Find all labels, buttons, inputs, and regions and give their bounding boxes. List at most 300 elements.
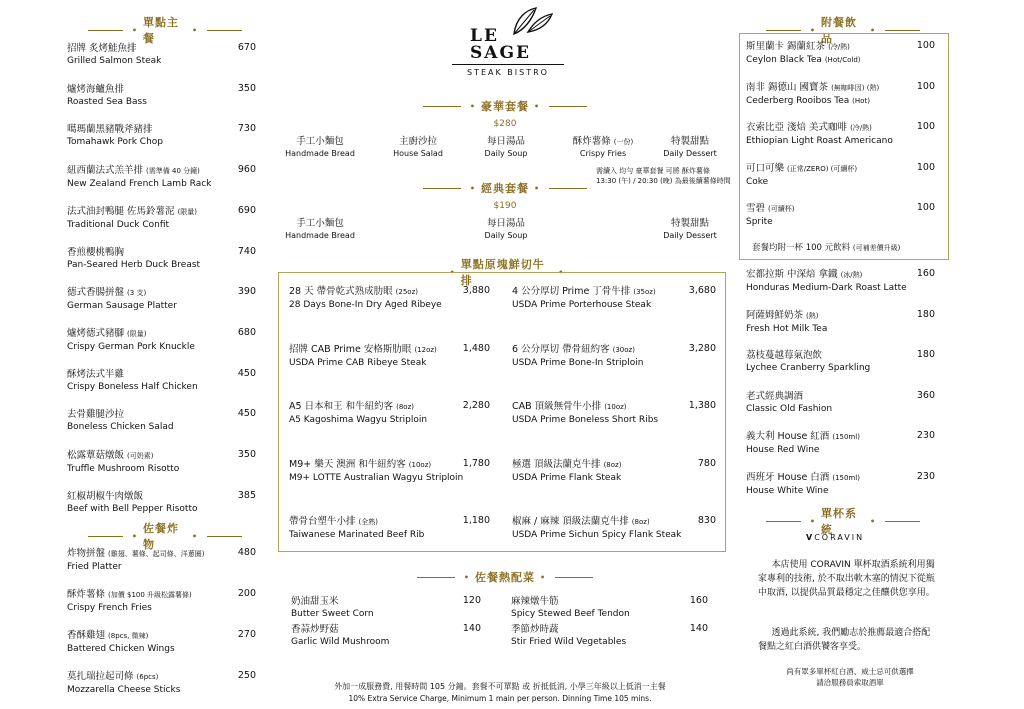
- menu-item: [746, 471, 921, 498]
- coravin-v-icon: V: [806, 533, 815, 542]
- item-price: 2,280: [462, 400, 490, 411]
- item-name-zh-text: 招牌 CAB Prime 安格斯肋眼: [289, 343, 412, 355]
- deluxe-title: 豪華套餐: [481, 100, 529, 113]
- item-name-zh-text: CAB 頂級無骨牛小排: [512, 401, 602, 412]
- item-note: (冷/熱): [850, 124, 872, 132]
- item-name-en-text: Mozzarella Cheese Sticks: [67, 685, 181, 695]
- menu-item: [746, 309, 921, 336]
- set-item-zh-text: 酥炸薯條: [572, 136, 611, 147]
- drinks-note-small: (可補差價升級): [852, 244, 901, 252]
- item-name-en: [67, 219, 237, 232]
- item-name-zh: [289, 458, 469, 472]
- logo-le: LE: [470, 26, 499, 46]
- item-note: (可奶素): [127, 452, 154, 460]
- item-price: 360: [916, 389, 935, 401]
- item-name-zh-text: 阿薩姆鮮奶茶: [746, 309, 804, 321]
- item-name-en: [746, 403, 921, 416]
- item-name-zh-text: 麻辣燉牛筋: [511, 596, 559, 607]
- set-item-zh: [640, 136, 740, 148]
- item-price: 100: [916, 40, 935, 51]
- item-name-en: [67, 684, 242, 697]
- item-name-zh-text: 椒麻 / 麻辣 頂級法蘭克牛排: [512, 516, 629, 527]
- set-item-zh-text: 特製甜點: [670, 136, 709, 147]
- item-name-zh-text: 紐西蘭法式羔羊排: [67, 165, 144, 177]
- item-name-zh: [511, 623, 661, 636]
- item-name-zh: [289, 343, 469, 357]
- menu-item: [511, 623, 661, 649]
- coravin-p4: 請洽服務員索取酒單: [816, 678, 884, 687]
- item-name-en: [746, 323, 921, 336]
- item-name-zh: [511, 595, 661, 608]
- item-note: (加價 $100 升級松露薯條): [108, 591, 192, 599]
- item-name-en-text: Sprite: [746, 217, 773, 227]
- item-name-en: [67, 421, 237, 434]
- item-note: (全熟): [358, 518, 379, 526]
- item-price: 250: [237, 670, 256, 681]
- item-name-zh: [746, 309, 921, 323]
- menu-item: [291, 595, 441, 621]
- item-name-en: [512, 414, 697, 427]
- item-name-zh: [291, 623, 441, 636]
- deluxe-note-2: 13:30 (午) / 20:30 (晚) 為最後續薯條時間: [596, 177, 731, 185]
- item-name-en: [511, 636, 661, 649]
- item-name-zh-text: 香煎櫻桃鴨胸: [67, 246, 125, 258]
- item-name-en: [289, 299, 469, 312]
- item-note: (無咖啡因) (熱): [831, 83, 880, 92]
- item-name-zh-text: 噶瑪蘭黑豬戰斧豬排: [67, 124, 153, 136]
- item-name-en: [67, 602, 242, 615]
- menu-item: [67, 42, 237, 68]
- item-name-zh-text: 香酥雞翅: [67, 630, 106, 641]
- leaf-icon: [506, 4, 556, 38]
- item-name-en: [746, 216, 916, 229]
- item-note: (正常/ZERO) (可續杯): [787, 164, 858, 173]
- item-price: 160: [689, 595, 708, 606]
- item-name-zh: [67, 490, 237, 503]
- item-price: 690: [237, 204, 256, 216]
- steak-title: 單點原塊鮮切牛排: [460, 258, 545, 287]
- item-price: 1,380: [688, 400, 716, 411]
- set-item-en-text: House Salad: [393, 149, 443, 158]
- item-name-en: [67, 55, 237, 68]
- item-name-zh-text: 28 天 帶骨乾式熟成肋眼: [289, 286, 393, 297]
- menu-item: [512, 400, 697, 427]
- menu-item: [746, 121, 916, 148]
- set-item-en-text: Daily Dessert: [663, 149, 717, 158]
- menu-item: [511, 595, 661, 621]
- item-name-en: [67, 341, 237, 354]
- menu-item: [291, 623, 441, 649]
- item-price: 180: [916, 308, 935, 320]
- menu-item: [512, 458, 697, 485]
- item-name-en-text: Crispy German Pork Knuckle: [67, 341, 195, 352]
- item-price: 3,880: [462, 285, 490, 296]
- item-price: 830: [697, 515, 716, 526]
- item-en-note: (Hot): [852, 96, 870, 105]
- set-item-en: [456, 148, 556, 160]
- item-name-en-text: Coke: [746, 176, 769, 187]
- item-note: (冰/熱): [840, 271, 863, 279]
- classic-header: • 經典套餐 •: [410, 180, 600, 196]
- set-item-zh: [553, 136, 653, 148]
- set-item-zh: [456, 136, 556, 148]
- drinks-header: • 附餐飲品 •: [762, 14, 924, 46]
- item-name-zh: [746, 349, 921, 362]
- item-name-en-text: Beef with Bell Pepper Risotto: [67, 503, 198, 514]
- item-name-en-text: Stir Fried Wild Vegetables: [511, 637, 627, 647]
- item-name-zh: [67, 246, 237, 259]
- item-name-en-text: Taiwanese Marinated Beef Rib: [289, 530, 425, 540]
- item-name-zh: [67, 164, 237, 178]
- menu-item: [746, 162, 916, 189]
- set-item-zh: [270, 136, 370, 148]
- item-name-en: [67, 96, 237, 109]
- item-name-zh: [746, 81, 916, 95]
- set-item-zh: [270, 218, 370, 230]
- item-price: 3,680: [688, 285, 716, 296]
- item-name-en-text: A5 Kagoshima Wagyu Striploin: [289, 415, 428, 425]
- item-name-en: [512, 472, 697, 485]
- main-course-header: • 單點主餐 •: [84, 14, 246, 46]
- item-price: 140: [462, 623, 481, 634]
- item-name-zh: [67, 286, 237, 300]
- item-note: (10oz): [604, 403, 627, 411]
- classic-title: 經典套餐: [481, 182, 529, 195]
- item-name-zh-text: 去骨雞腿沙拉: [67, 409, 125, 421]
- item-name-zh-text: 法式油封鴨腿 佐馬鈴薯泥: [67, 205, 175, 217]
- item-name-en: [67, 300, 237, 313]
- item-price: 270: [237, 629, 256, 640]
- item-price: 1,780: [462, 457, 490, 469]
- item-name-zh: [67, 408, 237, 421]
- classic-price: $190: [493, 201, 517, 211]
- item-name-en: [746, 176, 916, 189]
- steak-header: • 單點原塊鮮切牛排 •: [400, 256, 614, 288]
- item-note: (限量): [127, 329, 147, 338]
- item-name-zh: [67, 83, 237, 96]
- item-name-zh-text: M9+ 樂天 澳洲 和牛紐約客: [289, 458, 406, 470]
- set-item-en: [456, 230, 556, 242]
- coravin-text: CORAVIN: [814, 533, 865, 542]
- item-name-en-text: USDA Prime Porterhouse Steak: [512, 300, 652, 310]
- set-item: [270, 136, 370, 160]
- item-price: 740: [237, 245, 256, 257]
- item-name-zh: [512, 515, 697, 529]
- item-note: (8oz): [396, 403, 414, 411]
- item-name-en: [289, 472, 469, 485]
- item-note: (25oz): [395, 288, 418, 296]
- menu-item: [289, 285, 469, 312]
- item-name-zh-text: 酥烤法式半雞: [67, 368, 125, 380]
- item-name-zh: [746, 40, 916, 54]
- deluxe-header: • 豪華套餐 •: [410, 98, 600, 114]
- logo-sage: SAGE: [470, 43, 531, 63]
- menu-item: [746, 430, 921, 457]
- item-name-en-text: House Red Wine: [746, 445, 820, 455]
- menu-item: [67, 286, 237, 313]
- item-price: 230: [916, 430, 935, 441]
- item-name-zh: [512, 458, 697, 472]
- menu-item: [512, 515, 697, 542]
- wine-header: • 單杯系統 •: [762, 505, 924, 537]
- set-item: [456, 136, 556, 160]
- item-name-zh: [746, 202, 916, 216]
- menu-item: [67, 368, 237, 394]
- item-name-zh-text: 4 公分厚切 Prime 丁骨牛排: [512, 286, 631, 297]
- item-name-zh-text: 義大利 House 紅酒: [746, 431, 830, 442]
- item-price: 140: [689, 623, 708, 634]
- set-item: [456, 218, 556, 242]
- set-item-en-text: Daily Soup: [484, 149, 528, 158]
- item-name-zh-text: 爐烤德式豬腳: [67, 327, 125, 339]
- item-name-en: [67, 259, 237, 272]
- menu-item: [746, 202, 916, 229]
- item-note: (150ml): [832, 473, 860, 482]
- item-name-en-text: USDA Prime CAB Ribeye Steak: [289, 357, 427, 368]
- item-name-en: [512, 299, 697, 312]
- item-name-en-text: Butter Sweet Corn: [291, 609, 374, 619]
- item-name-zh: [67, 42, 237, 55]
- menu-item: [67, 123, 237, 149]
- menu-item: [746, 349, 921, 375]
- menu-item: [746, 268, 921, 295]
- item-price: 680: [237, 326, 256, 338]
- item-name-zh: [289, 515, 469, 529]
- item-price: 670: [237, 42, 256, 53]
- item-name-en-text: Garlic Wild Mushroom: [291, 637, 390, 647]
- item-name-en-text: Fried Platter: [67, 562, 122, 572]
- item-name-zh-text: 荔枝蔓越莓氣泡飲: [746, 350, 823, 361]
- menu-item: [67, 327, 237, 354]
- item-name-en-text: Lychee Cranberry Sparkling: [746, 363, 871, 373]
- item-price: 390: [237, 286, 256, 298]
- item-name-zh-text: 帶骨台塑牛小排: [289, 516, 356, 527]
- item-name-zh: [746, 390, 921, 403]
- item-name-en-text: Fresh Hot Milk Tea: [746, 323, 828, 334]
- menu-item: [746, 81, 916, 108]
- item-name-en: [289, 529, 469, 542]
- item-price: 120: [462, 595, 481, 606]
- item-name-en: [746, 282, 921, 295]
- menu-item: [289, 400, 469, 427]
- item-name-en-text: German Sausage Platter: [67, 301, 177, 312]
- item-note: (冷/熱): [828, 43, 850, 51]
- item-name-en: [746, 54, 916, 67]
- item-name-en-text: Truffle Mushroom Risotto: [67, 464, 180, 474]
- item-name-en: [512, 357, 697, 370]
- menu-item: [67, 408, 237, 434]
- item-note: (30oz): [612, 345, 635, 354]
- fried-header: • 佐餐炸物 •: [84, 520, 246, 552]
- item-name-en: [67, 463, 237, 476]
- item-price: 100: [916, 121, 935, 132]
- item-name-zh-text: 雪碧: [746, 203, 766, 214]
- item-name-zh: [746, 121, 916, 135]
- item-name-zh: [746, 268, 921, 282]
- item-name-en-text: Crispy French Fries: [67, 603, 152, 613]
- item-name-zh: [291, 595, 441, 608]
- set-item-note: (一份): [613, 138, 634, 146]
- menu-item: [67, 205, 237, 232]
- drinks-note-main: 套餐均附一杯 100 元飲料: [752, 243, 851, 253]
- coravin-p1: 本店使用 CORAVIN 單杯取酒系統利用獨家專利的技術, 於不取出軟木塞的情況下從瓶中取酒, 以提供品質最穩定之佳釀供您享用。: [758, 560, 935, 598]
- item-name-zh-text: 西班牙 House 白酒: [746, 471, 830, 483]
- set-item: [640, 136, 740, 160]
- item-name-en-text: Crispy Boneless Half Chicken: [67, 381, 198, 392]
- item-name-zh-text: 宏都拉斯 中深焙 拿鐵: [746, 269, 838, 280]
- set-item-en-text: Handmade Bread: [285, 149, 355, 158]
- item-name-zh-text: 奶油甜玉米: [291, 596, 339, 607]
- item-price: 350: [237, 82, 256, 94]
- item-name-zh: [289, 400, 469, 414]
- item-price: 450: [237, 367, 256, 379]
- set-item-zh: [640, 218, 740, 230]
- set-item-zh-text: 每日湯品: [486, 136, 525, 147]
- item-note: (可續杯): [768, 205, 795, 213]
- item-name-en: [746, 362, 921, 375]
- item-note: (35oz): [633, 288, 656, 296]
- item-price: 230: [916, 470, 935, 482]
- item-price: 160: [916, 268, 935, 279]
- item-name-en: [67, 381, 237, 394]
- item-note: (150ml): [832, 433, 860, 441]
- item-name-en: [512, 529, 697, 542]
- menu-item: [289, 458, 469, 485]
- set-item-en: [640, 230, 740, 242]
- item-name-zh: [67, 368, 237, 381]
- set-item-en: [270, 230, 370, 242]
- item-note: (限量): [177, 207, 198, 216]
- set-item-zh-text: 主廚沙拉: [398, 136, 437, 147]
- item-note: (雞翅、薯條、起司條、洋蔥圈): [108, 550, 205, 558]
- set-item-en-text: Daily Dessert: [663, 231, 717, 240]
- set-item-en: [368, 148, 468, 160]
- set-item-en-text: Handmade Bread: [285, 231, 355, 240]
- item-name-en-text: New Zealand French Lamb Rack: [67, 179, 212, 190]
- logo: [446, 4, 566, 76]
- item-name-zh-text: 6 公分厚切 帶骨紐約客: [512, 343, 610, 355]
- wine-title: 單杯系統: [820, 507, 857, 536]
- item-name-zh: [512, 400, 697, 414]
- fried-title: 佐餐炸物: [142, 522, 179, 551]
- item-price: 450: [237, 408, 256, 420]
- item-note: (6pcs): [136, 673, 159, 681]
- item-name-zh-text: 斯里蘭卡 錫蘭紅茶: [746, 41, 826, 52]
- item-price: 780: [697, 457, 716, 469]
- drinks-title: 附餐飲品: [820, 16, 857, 45]
- item-name-zh: [289, 285, 469, 299]
- item-name-en-text: Spicy Stewed Beef Tendon: [511, 609, 630, 619]
- item-name-en: [289, 357, 469, 370]
- item-name-en: [291, 636, 441, 649]
- drinks-note: [752, 241, 942, 253]
- item-name-en-text: Roasted Sea Bass: [67, 96, 147, 107]
- item-price: 180: [916, 349, 935, 360]
- coravin-p3: 尚有眾多單杯紅白酒、威士忌可供選擇: [786, 667, 914, 676]
- set-item-en: [640, 148, 740, 160]
- coravin-logo: [806, 533, 864, 542]
- menu-item: [289, 515, 469, 542]
- item-name-en: [67, 178, 237, 191]
- menu-item: [67, 246, 237, 272]
- item-note: (10oz): [408, 460, 432, 469]
- item-name-zh-text: 可口可樂: [746, 162, 785, 174]
- item-name-en-text: Pan-Seared Herb Duck Breast: [67, 259, 201, 270]
- item-name-zh: [67, 205, 237, 219]
- item-note: (8oz): [603, 460, 622, 469]
- item-name-en: [746, 444, 921, 457]
- set-item: [640, 218, 740, 242]
- sides-title: 佐餐熱配菜: [475, 571, 535, 584]
- item-name-zh: [67, 327, 237, 341]
- set-item-zh-text: 特製甜點: [670, 218, 709, 229]
- item-price: 480: [237, 547, 256, 558]
- set-item-en: [270, 148, 370, 160]
- deluxe-note-1: 需續入 均勻 豪華套餐 可將 酥炸薯條: [596, 167, 710, 175]
- item-name-zh: [746, 430, 921, 444]
- item-price: 100: [916, 80, 935, 92]
- item-name-en: [67, 561, 242, 574]
- item-name-zh-text: 紅椒胡椒牛肉燉飯: [67, 490, 144, 502]
- item-name-zh-text: 德式香腸拼盤: [67, 287, 125, 299]
- item-price: 350: [237, 449, 256, 460]
- item-name-en-text: Ethiopian Light Roast Americano: [746, 136, 893, 146]
- sides-header: • 佐餐熱配菜 •: [410, 569, 600, 585]
- item-name-zh-text: 香蒜炒野菇: [291, 624, 339, 635]
- item-name-en: [289, 414, 469, 427]
- coravin-p2: 透過此系統, 我們勵志於推薦最適合搭配餐點之紅白酒供饕客享受。: [758, 628, 931, 652]
- item-name-zh: [746, 162, 916, 176]
- item-name-zh-text: 炸物拼盤: [67, 548, 106, 559]
- item-name-en-text: Honduras Medium-Dark Roast Latte: [746, 283, 907, 293]
- menu-item: [289, 343, 469, 370]
- item-name-en-text: Traditional Duck Confit: [67, 219, 170, 230]
- set-item-en: [553, 148, 653, 160]
- set-item: [553, 136, 653, 160]
- main-course-title: 單點主餐: [142, 16, 179, 45]
- item-name-zh-text: 衣索比亞 淺焙 美式咖啡: [746, 122, 848, 133]
- item-name-en-text: USDA Prime Bone-In Striploin: [512, 357, 644, 368]
- menu-item: [746, 40, 916, 67]
- item-name-en: [291, 608, 441, 621]
- item-name-en: [746, 135, 916, 148]
- item-name-zh-text: 爐烤海鱸魚排: [67, 83, 125, 95]
- item-name-zh: [512, 285, 697, 299]
- item-name-zh-text: A5 日本和王 和牛紐約客: [289, 401, 394, 412]
- set-item-zh-text: 手工小麵包: [296, 218, 344, 229]
- item-name-zh-text: 季節炒時蔬: [511, 624, 559, 635]
- item-name-zh: [67, 123, 237, 136]
- item-name-en: [67, 503, 237, 516]
- logo-subtitle: STEAK BISTRO: [467, 68, 549, 77]
- item-name-zh: [512, 343, 697, 357]
- item-price: 960: [237, 164, 256, 176]
- item-name-en-text: Boneless Chicken Salad: [67, 422, 174, 433]
- item-name-en: [67, 136, 237, 149]
- item-name-en-text: Tomahawk Pork Chop: [67, 137, 164, 148]
- set-item-en-text: Daily Soup: [484, 231, 528, 240]
- menu-item: [67, 83, 237, 109]
- item-price: 385: [237, 489, 256, 501]
- item-name-en-text: House White Wine: [746, 485, 829, 496]
- set-item-zh-text: 手工小麵包: [296, 136, 344, 147]
- set-item-zh: [368, 136, 468, 148]
- item-price: 1,480: [462, 342, 490, 354]
- item-en-note: (Hot/Cold): [824, 56, 861, 64]
- item-name-en-text: USDA Prime Flank Steak: [512, 472, 622, 483]
- set-item-zh: [456, 218, 556, 230]
- item-note: (12oz): [414, 345, 437, 354]
